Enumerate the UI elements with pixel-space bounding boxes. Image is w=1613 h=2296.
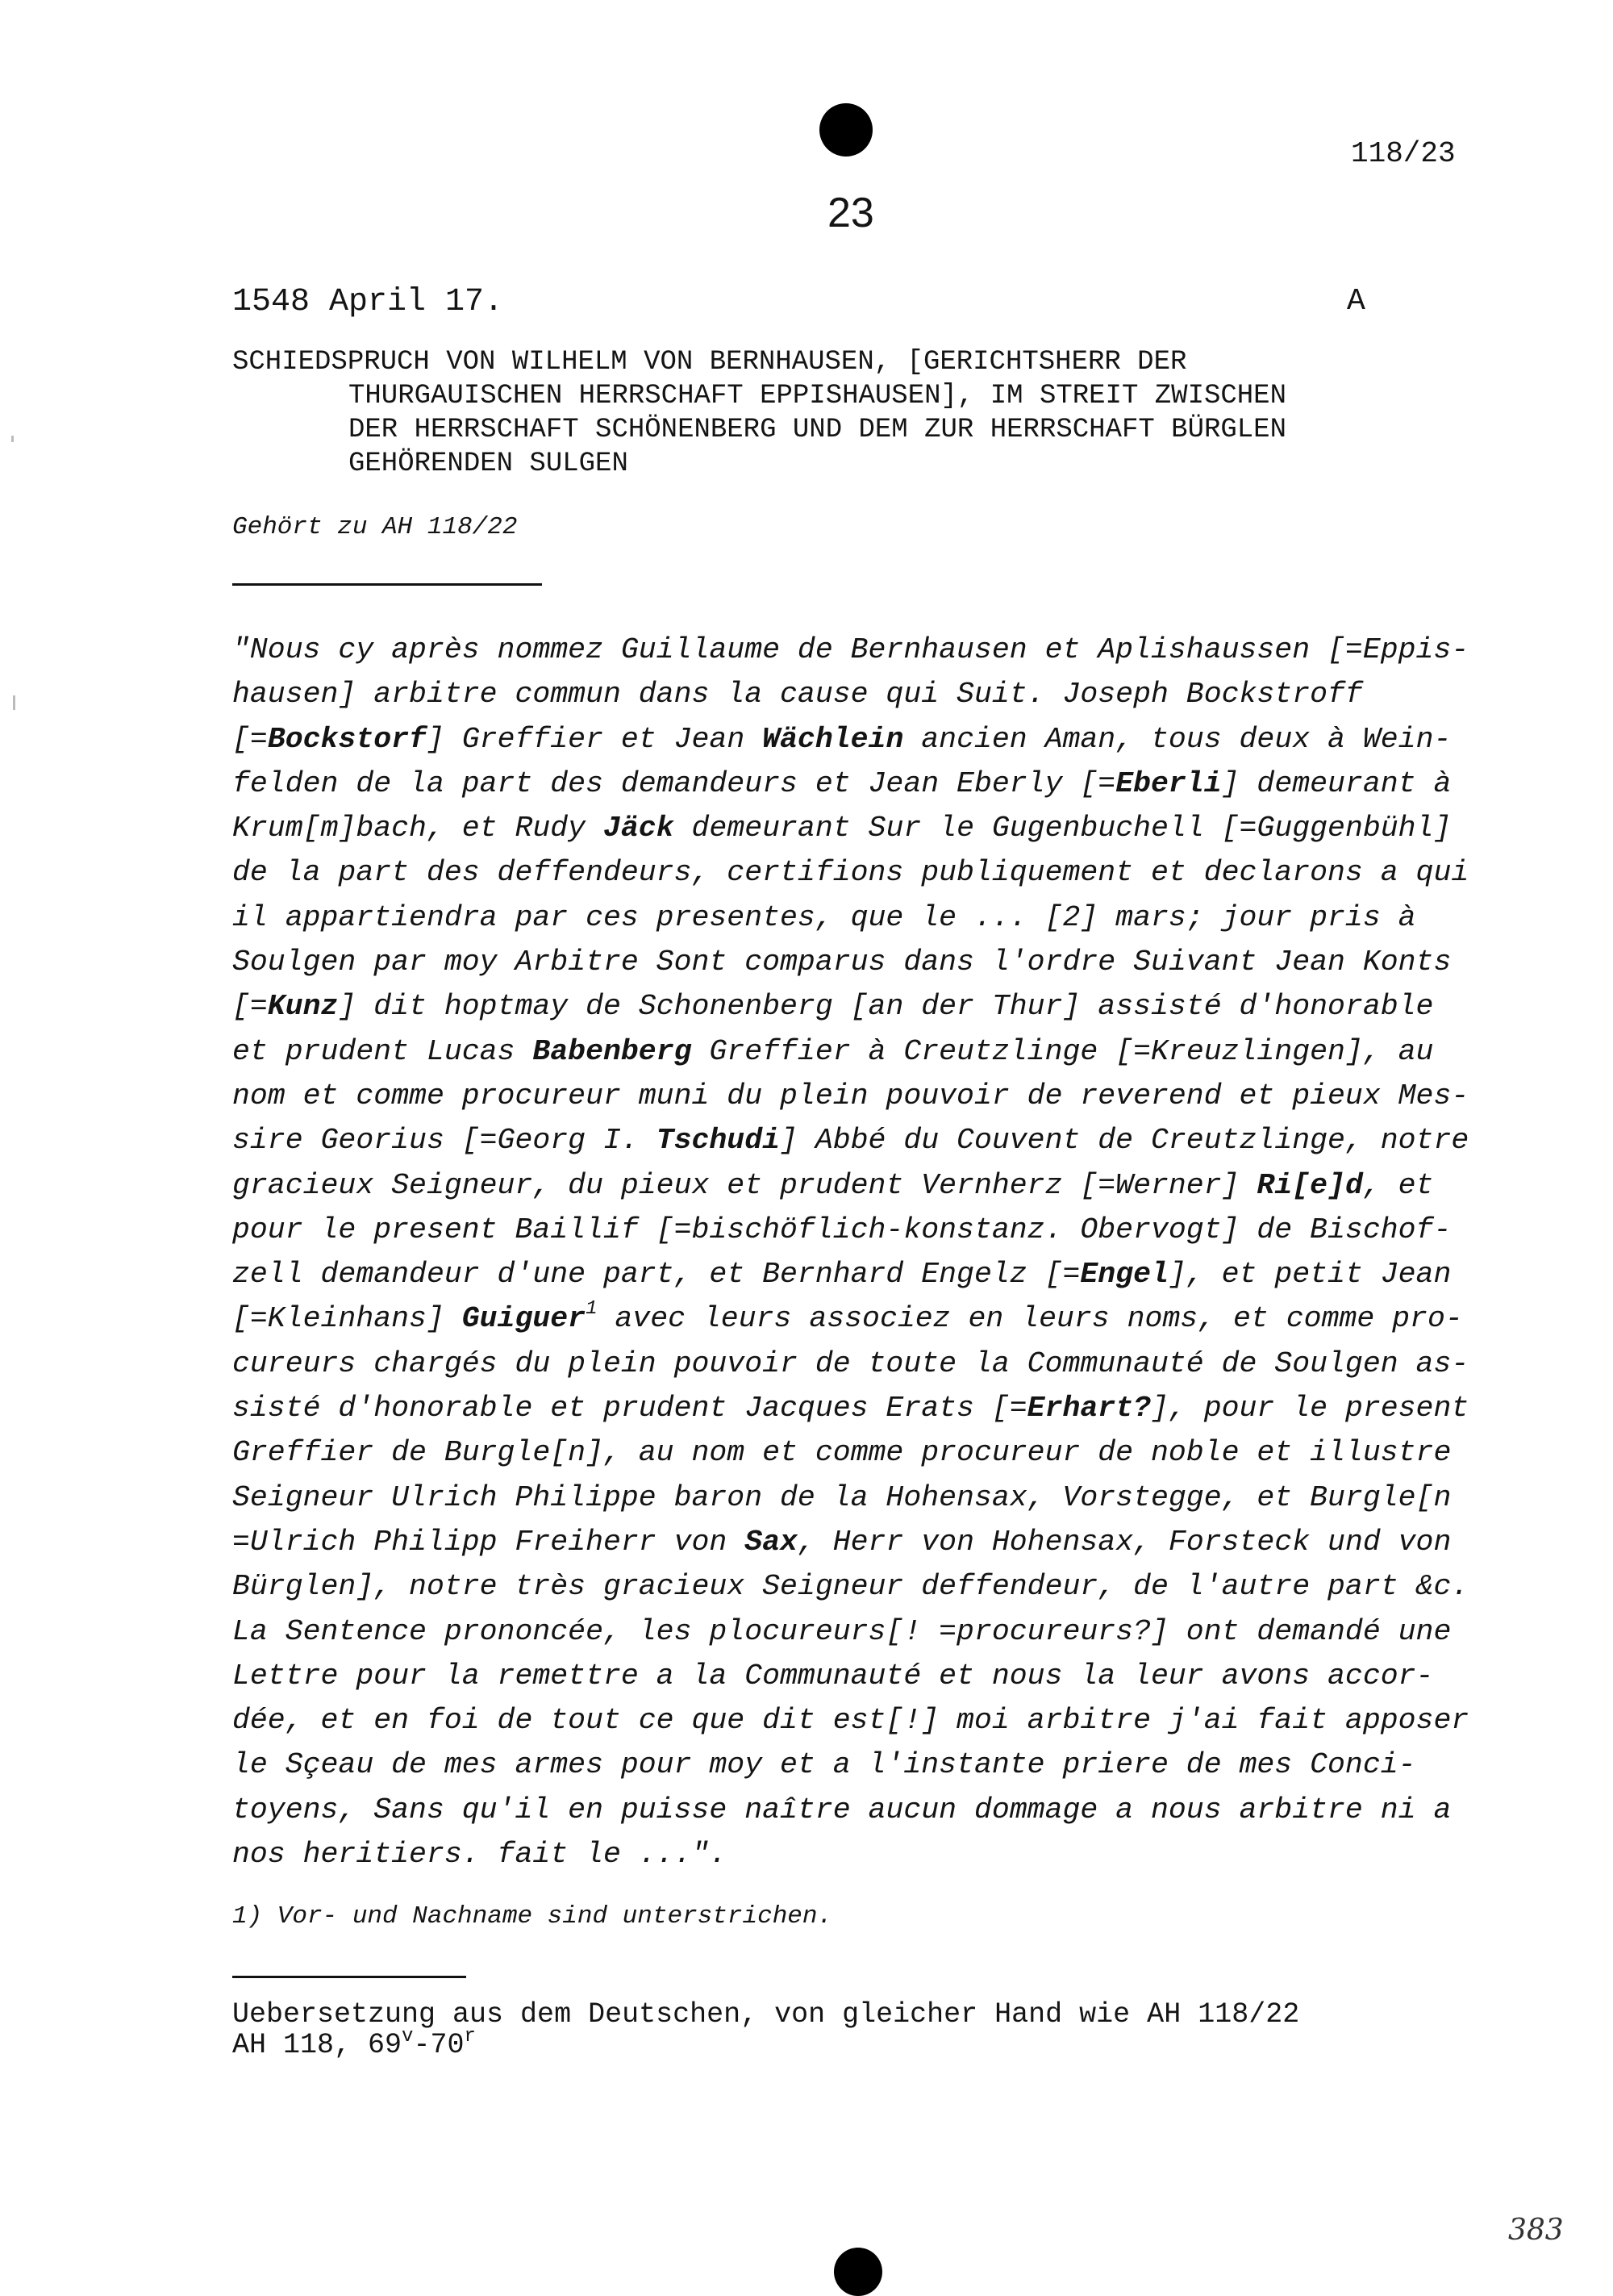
name-highlight: Ri[e]d: [1257, 1168, 1363, 1202]
title-line: THURGAUISCHEN HERRSCHAFT EPPISHAUSEN], IM STREIT ZWISCHEN: [348, 381, 1286, 411]
body-line: felden de la part des demandeurs et Jean Eberly [=Eberli] demeurant à: [232, 766, 1452, 800]
body-line: de la part des deffendeurs, certifions publiquement et declarons a qui: [232, 856, 1469, 890]
body-line: La Sentence prononcée, les plocureurs[! =procureurs?] ont demandé une: [232, 1614, 1452, 1648]
name-highlight: Engel: [1080, 1258, 1169, 1292]
name-highlight: Kunz: [267, 990, 339, 1024]
document-reference: 118/23: [1351, 137, 1456, 170]
body-line: nom et comme procureur muni du plein pouvoir de reverend et pieux Mes-: [232, 1079, 1469, 1113]
margin-mark: [13, 695, 15, 710]
body-line: sire Georius [=Georg I. Tschudi] Abbé du Couvent de Creutzlinge, notre: [232, 1124, 1469, 1158]
body-line: "Nous cy après nommez Guillaume de Bernhausen et Aplishaussen [=Eppis-: [232, 633, 1469, 666]
related-reference: Gehört zu AH 118/22: [232, 513, 518, 541]
name-highlight: Wächlein: [762, 722, 904, 756]
body-line: et prudent Lucas Babenberg Greffier à Creutzlinge [=Kreuzlingen], au: [232, 1034, 1434, 1068]
margin-mark: [11, 436, 14, 442]
title-line: GEHÖRENDEN SULGEN: [348, 449, 628, 479]
page-number: 23: [827, 190, 874, 236]
name-highlight: Erhart?: [1027, 1392, 1151, 1426]
footnote: 1) Vor- und Nachname sind unterstrichen.: [232, 1902, 833, 1931]
body-line: gracieux Seigneur, du pieux et prudent Vernherz [=Werner] Ri[e]d, et: [232, 1168, 1434, 1202]
body-line: Soulgen par moy Arbitre Sont comparus dans l'ordre Suivant Jean Konts: [232, 946, 1452, 979]
body-line: =Ulrich Philipp Freiherr von Sax, Herr von Hohensax, Forsteck und von: [232, 1525, 1452, 1559]
source-notes: [232, 1999, 1299, 2060]
body-line: pour le present Baillif [=bischöflich-konstanz. Obervogt] de Bischof-: [232, 1213, 1452, 1246]
document-letter: A: [1347, 284, 1365, 319]
body-line: zell demandeur d'une part, et Bernhard Engelz [=Engel], et petit Jean: [232, 1258, 1452, 1292]
name-highlight: Babenberg: [532, 1034, 692, 1068]
body-line: Krum[m]bach, et Rudy Jäck demeurant Sur le Gugenbuchell [=Guggenbühl]: [232, 812, 1452, 845]
body-line: sisté d'honorable et prudent Jacques Erats [=Erhart?], pour le present: [232, 1392, 1469, 1426]
body-line: Seigneur Ulrich Philippe baron de la Hohensax, Vorstegge, et Burgle[n: [232, 1480, 1452, 1514]
name-highlight: Tschudi: [656, 1124, 781, 1158]
punch-hole-top: [819, 103, 873, 157]
body-line: toyens, Sans qu'il en puisse naître aucun dommage a nous arbitre ni a: [232, 1793, 1452, 1826]
body-line: [=Kunz] dit hoptmay de Schonenberg [an der Thur] assisté d'honorable: [232, 990, 1434, 1024]
name-highlight: Sax: [744, 1525, 798, 1559]
name-highlight: Jäck: [602, 812, 674, 845]
document-title: [232, 345, 1507, 481]
divider: [232, 1976, 466, 1978]
body-line: Greffier de Burgle[n], au nom et comme procureur de noble et illustre: [232, 1436, 1452, 1470]
body-line: cureurs chargés du plein pouvoir de toute la Communauté de Soulgen as-: [232, 1346, 1469, 1380]
source-reference: AH 118, 69$^v$-70$^r$: [232, 2026, 476, 2061]
body-line: dée, et en foi de tout ce que dit est[!] moi arbitre j'ai fait apposer: [232, 1704, 1469, 1738]
footnote-marker: 1: [586, 1298, 598, 1321]
title-line: SCHIEDSPRUCH VON WILHELM VON BERNHAUSEN, [GERICHTSHERR DER: [232, 347, 1187, 378]
punch-hole-bottom: [834, 2248, 882, 2296]
body-line: [=Bockstorf] Greffier et Jean Wächlein ancien Aman, tous deux à Wein-: [232, 722, 1452, 756]
name-highlight: Bockstorf: [267, 722, 427, 756]
body-line: nos heritiers. fait le ...".: [232, 1838, 727, 1872]
title-line: DER HERRSCHAFT SCHÖNENBERG UND DEM ZUR HERRSCHAFT BÜRGLEN: [348, 415, 1286, 445]
divider: [232, 583, 542, 586]
body-line: Bürglen], notre très gracieux Seigneur deffendeur, de l'autre part &c.: [232, 1570, 1469, 1604]
handwritten-page-number: 383: [1508, 2214, 1564, 2247]
body-line: Lettre pour la remettre a la Communauté et nous la leur avons accor-: [232, 1659, 1434, 1693]
body-line: le Sçeau de mes armes pour moy et a l'instante priere de mes Conci-: [232, 1748, 1416, 1782]
name-highlight: Eberli: [1115, 766, 1222, 800]
document-body: [232, 628, 1490, 1876]
name-highlight: Guiguer: [461, 1302, 586, 1336]
translation-note: Uebersetzung aus dem Deutschen, von gleicher Hand wie AH 118/22: [232, 1998, 1300, 2031]
document-date: 1548 April 17.: [232, 284, 504, 320]
body-line: hausen] arbitre commun dans la cause qui Suit. Joseph Bockstroff: [232, 678, 1363, 712]
body-line: [=Kleinhans] Guiguer$^1$ avec leurs associez en leurs noms, et comme pro-: [232, 1298, 1463, 1336]
body-line: il appartiendra par ces presentes, que le ... [2] mars; jour pris à: [232, 900, 1416, 934]
